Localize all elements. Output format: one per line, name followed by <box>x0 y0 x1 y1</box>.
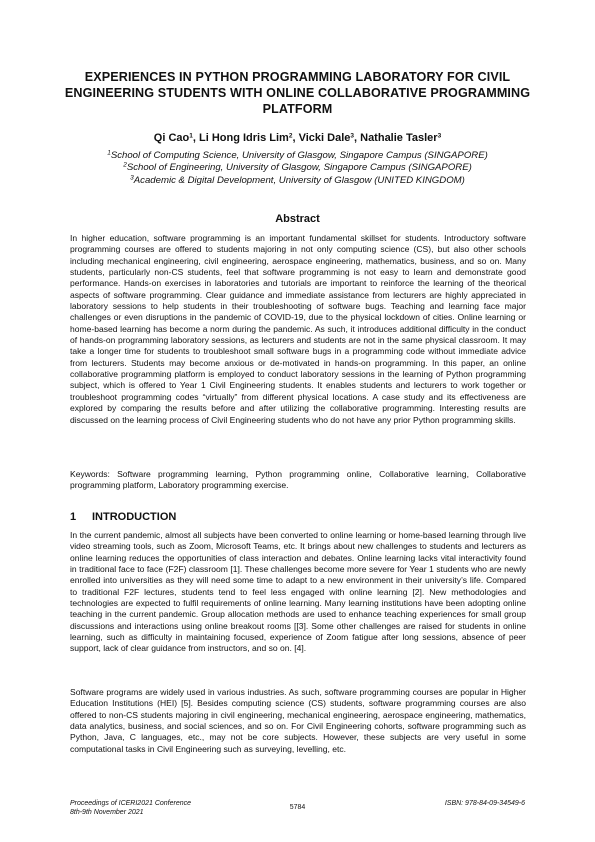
affiliation <box>40 162 555 174</box>
author-name: Li Hong Idris Lim <box>199 132 289 144</box>
footer-conference-date: 8th-9th November 2021 <box>70 808 144 816</box>
section-number: 1 <box>70 511 77 523</box>
paper-title: EXPERIENCES IN PYTHON PROGRAMMING LABORATORY FOR CIVIL ENGINEERING STUDENTS WITH ONLINE COLLABORATIVE PROGRAMMING PLATFORM <box>64 70 531 116</box>
abstract-text <box>70 233 526 426</box>
body-paragraph: In the current pandemic, almost all subjects have been converted to online learning or home-based learning through live video streaming tools, such as Zoom, Microsoft Teams, etc. It brings about new challenges to students and lecturers as online learning reduces the opportunities of class interaction and debates. Online learning lacks vital interactivity found in traditional face to face (F2F) classroom [1]. These challenges become more severe for Year 1 students who are newly enrolled into universities as they will need some time to adapt to a new environment in their university’s life. Compared to traditional F2F lectures, students tend to feel less engaged with online learning [2]. New methodologies and technologies are expected to fulfil requirements of online learning. Many learning institutions have been adopting online teaching in the current pandemic. Group allocation methods are used to enhance teaching experiences for small group discussions and interactions using online breakout rooms [[3]. Some other challenges are raised for students in online learning, such as difficulty in maintaining focused, experience of Zoom fatigue after long sessions, absence of peer support, lack of clear guidance from instructors, and so on. [4]. <box>70 530 526 654</box>
section-title: INTRODUCTION <box>92 511 177 523</box>
affiliation <box>40 175 555 187</box>
author-list: Qi Cao$^1$, Li Hong Idris Lim$^2$, Vicki Dale$^3$, Nathalie Tasler$^3$ <box>153 132 442 144</box>
section-heading-introduction <box>70 510 176 524</box>
author-name: Qi Cao <box>153 132 190 144</box>
author-affil-marker: 1 <box>189 132 193 140</box>
intro-paragraph-1 <box>70 530 526 655</box>
keywords <box>70 469 526 492</box>
footer-conference <box>70 800 191 817</box>
author-affil-marker: 2 <box>288 132 293 140</box>
abstract-paragraph: In higher education, software programming is an important fundamental skillset for students. Introductory software programming courses are offered to students majoring in not only computing science (CS), but also other schools including mechanical engineering, civil engineering, aerospace engineering, mathematics, business, and so on. Many students, particularly non-CS students, feel that software programming is not easy to learn and demonstrate good performance. Hands-on exercises in laboratories and tutorials are important to reinforce the learning of the theorical aspects of software programming. Clear guidance and immediate assistance from lecturers are highly appreciated in laboratory sessions to help students in their troubleshooting of software bugs. Teaching and learning face major challenges or even disruptions in the pandemic of COVID-19, due to the physical lockdown of cities. Online learning or home-based learning has become a norm during the pandemic. As such, it introduces additional difficulty in the conduct of hands-on programming laboratory sessions, as lecturers and students are not in the same physical classroom. It may take a longer time for students to troubleshoot small software bugs in a programming code without immediate advice from lecturers. Students may become anxious or de-motivated in hands-on programming. In this paper, an online collaborative programming platform is employed to conduct laboratory sessions in the learning of Python programming subject, which is offered to Year 1 Civil Engineering students. It enables students and lecturers to work together or troubleshoot programming codes “virtually” from different physical locations. A case study and its effectiveness are explored by comparing the results before and after utilizing the collaborative programming. Interesting results are discussed on the learning process of Civil Engineering students who do not have any prior Python programming skills. <box>70 233 526 425</box>
body-paragraph: Software programs are widely used in various industries. As such, software programming courses are popular in Higher Education Institutions (HEI) [5]. Besides computing science (CS) students, software programming courses are also offered to non-CS students majoring in civil engineering, mechanical engineering, aerospace engineering, mathematics, data analytics, business, and social sciences, and so on. For Civil Engineering cohorts, software programming such as Python, Java, C languages, etc., may not be core subjects. However, these subjects are very useful in some computational tasks in Civil Engineering such as surveying, levelling, etc. <box>70 687 526 754</box>
footer-isbn: ISBN: 978-84-09-34549-6 <box>444 800 525 807</box>
affiliation-marker: 3 <box>130 174 134 182</box>
author-name: Nathalie Tasler <box>360 132 438 144</box>
affiliation-text: Academic & Digital Development, University of Glasgow (UNITED KINGDOM) <box>133 174 465 186</box>
author-affil-marker: 3 <box>437 132 442 140</box>
author-name: Vicki Dale <box>298 132 351 144</box>
affiliation-marker: 2 <box>123 161 127 169</box>
intro-paragraph-2 <box>70 687 526 755</box>
keywords-paragraph: Keywords: Software programming learning, Python programming online, Collaborative learning, Collaborative programming platform, Laboratory programming exercise. <box>70 469 526 491</box>
affiliation <box>40 150 555 162</box>
page-number: 5784 <box>289 804 306 811</box>
affiliation-marker: 1 <box>107 149 111 157</box>
affiliation-list <box>40 150 555 187</box>
affiliation-text: School of Computing Science, University of Glasgow, Singapore Campus (SINGAPORE) <box>110 150 488 161</box>
affiliation-text: School of Engineering, University of Glasgow, Singapore Campus (SINGAPORE) <box>126 162 472 174</box>
abstract-heading: Abstract <box>275 213 320 225</box>
footer-conference-name: Proceedings of ICERI2021 Conference <box>70 800 192 807</box>
author-affil-marker: 3 <box>350 132 354 140</box>
